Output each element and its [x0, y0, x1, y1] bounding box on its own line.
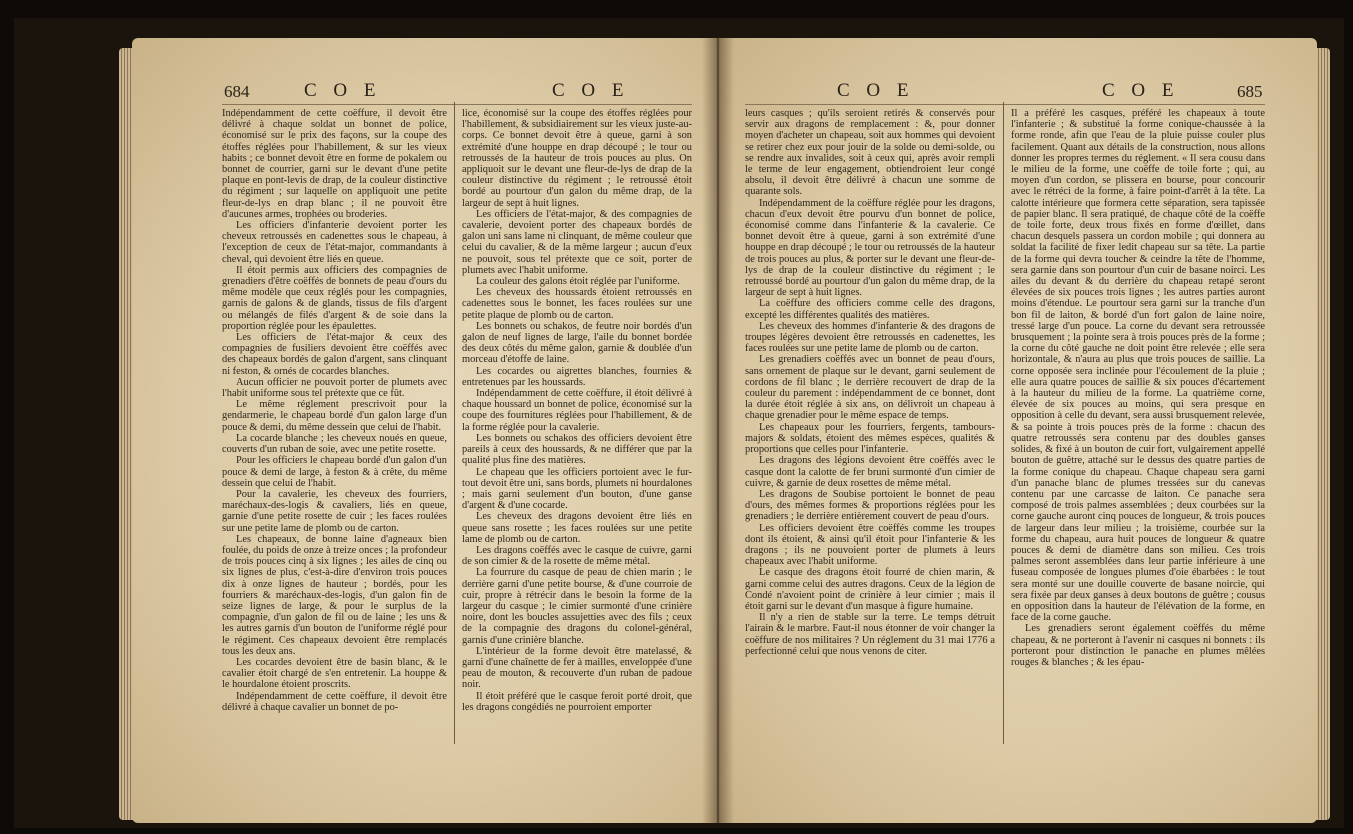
- paragraph: Indépendamment de cette coëffure, il devoit être délivré à chaque cavalier un bonnet de po-: [222, 690, 447, 713]
- paragraph: La fourrure du casque de peau de chien marin ; le derrière garni d'une petite bourse, & d'une courroie de cuir, propre à rétrécir dans le besoin la forme de la largeur du casque ; le cimier surmonté d'une crinière noire, dont les boucles assujetties avec des fils ; ceux de la compagnie des dragons du colonel-général, garnis d'une crinière blanche.: [462, 567, 692, 646]
- paragraph: Les dragons de Soubise portoient le bonnet de peau d'ours, des mêmes formes & proportions réglées pour les grenadiers ; le derrière entièrement couvert de peau d'ours.: [745, 488, 995, 523]
- right-running-head-2: C O E: [1102, 80, 1180, 101]
- right-running-head-1: C O E: [837, 80, 915, 101]
- paragraph: Les chapeaux pour les fourriers, fergents, tambours-majors & soldats, étoient des mêmes espèces, qualités & proportions que celles pour l'infanterie.: [745, 421, 995, 456]
- paragraph: Les bonnets ou schakos des officiers devoient être pareils à ceux des houssards, & ne différer que par la qualité plus fine des matières.: [462, 432, 692, 467]
- paragraph: Le même réglement prescrivoit pour la gendarmerie, le chapeau bordé d'un galon large d'un pouce & demi, du même dessein que celui de l'habit.: [222, 399, 447, 433]
- paragraph: Il a préféré les casques, préféré les chapeaux à toute l'infanterie ; & substitué la forme conique-chaussée à la forme ronde, afin que l'eau de la pluie puisse couler plus facilement. Quant aux détails de la construction, nous allons donner les propres termes du réglement. « Il sera cousu dans le milieu de la forme, une coëffe de toile forte ; qui, au moyen d'un cordon, se plissera en bourse, pour concourir avec le rétréci de la forme, à faire point-d'arrêt à la tête. La calotte intérieure que formera cette séparation, sera tapissée de papier blanc. Il sera pratiqué, de chaque côté de la coëffe de toile forte, deux trous fixés en forme d'œillet, dans chacun desquels passera un cordon mobile ; qui donnera au soldat la facilité de fixer ledit chapeau sur sa tête. La partie de la forme qui devra toucher & ceindre la tête de l'homme, sera garnie dans son pourtour d'un cuir de basane noirci. Les ailes du devant & du derrière du chapeau retapé seront élevées de six pouces trois lignes ; les autres parties auront moins d'étendue. Le pourtour sera garni sur la tranche d'un bon fil de laiton, & bordé d'un fort galon de laine noire, tressé large d'un pouce. La corne du devant sera retroussée brusquement ; la pointe sera à trois pouces près de la forme ; la corne du côté gauche ne doit point être relevée ; elle sera horizontale, & n'aura au plus que trois pouces de saillie. La corne opposée sera inclinée pour l'écoulement de la pluie ; elle aura quatre pouces de saillie & six pouces d'écartement à la hauteur du milieu de la forme. La quatrième corne, élevée de six pouces au moins, qui sera presque en opposition à celle du devant, sera aussi brusquement relevée, & sa pointe à trois pouces près de la forme : chacun des quatre retroussés sera contenu par des doubles ganses solides, & fixé à un bouton de cuir fort, vulgairement appellé bouton de guêtre, attaché sur le dessus des quatre parties de la forme conique du chapeau. Chaque chapeau sera garni d'un panache blanc de plumes tressées sur du canevas contenu par une carcasse de laiton. Ce panache sera composé de trois palmes assemblées ; deux courbées sur la corne gauche auront cinq pouces de longueur, & trois pouces de largeur dans leur milieu ; la troisième, courbée sur la forme du chapeau, aura huit pouces de longueur & quatre pouces & demi de diamètre dans son milieu. Ces trois palmes seront assemblées dans leur partie inférieure à une fuseau composée de longues plumes d'oie ébarbées : le tout sera monté sur une douille couverte de basane noircie, qui sera fixée par deux ganses à deux boutons de guêtre ; cousus en opposition dans la hauteur de l'élévation de la forme, en face de la corne gauche.: [1011, 108, 1265, 624]
- paragraph: Les dragons des légions devoient être coëffés avec le casque dont la calotte de fer bruni surmonté d'un cimier de cuivre, & garnie de deux rosettes de même métal.: [745, 455, 995, 489]
- paragraph: La coëffure des officiers comme celle des dragons, excepté les différentes qualités des matières.: [745, 298, 995, 321]
- paragraph: Les cocardes ou aigrettes blanches, fournies & entretenues par les houssards.: [462, 365, 692, 388]
- paragraph: Les dragons coëffés avec le casque de cuivre, garni de son cimier & de la rosette de même métal.: [462, 544, 692, 568]
- paragraph: Indépendamment de cette coëffure, il étoit délivré à chaque houssard un bonnet de police, économisé sur la coupe des fournitures réglées pour l'habillement, & de la forme réglée pour la cavalerie.: [462, 388, 692, 433]
- paragraph: Le casque des dragons étoit fourré de chien marin, & garni comme celui des autres dragons. Ceux de la légion de Condé n'avoient point de crinière à leur cimier ; mais il étoit garni sur le devant d'un masque à figure humaine.: [745, 567, 995, 612]
- paragraph: Les cocardes devoient être de basin blanc, & le cavalier étoit chargé de s'en entretenir. La houppe & le hourdalone étoient proscrits.: [222, 656, 447, 691]
- paragraph: Pour les officiers le chapeau bordé d'un galon d'un pouce & demi de large, à feston & à crête, du même dessein que celui de l'habit.: [222, 455, 447, 489]
- paragraph: Le chapeau que les officiers portoient avec le fur-tout devoit être uni, sans bords, plumets ni hourdalones ; mais garni seulement d'un bouton, d'une ganse d'argent & d'une cocarde.: [462, 466, 692, 512]
- paragraph: Pour la cavalerie, les cheveux des fourriers, maréchaux-des-logis & cavaliers, liés en queue, garnie d'une petite rosette de cuir ; les faces roulées sur une petite lame de plomb ou de carton.: [222, 488, 447, 534]
- paragraph: Indépendamment de cette coëffure, il devoit être délivré à chaque soldat un bonnet de police, économisé sur le prix des façons, sur la coupe des étoffes réglées pour l'habillement, & sur les vieux habits ; ce bonnet devoit être en forme de pokalem ou bonnet de courrier, garni sur le devant d'une petite plaque en pont-levis de drap, de la couleur distinctive du régiment ; sur laquelle on appliquoit une petite fleur-de-lys en drap blanc ; il ne pouvoit être d'aucunes armes, trophées ou broderies.: [222, 108, 447, 220]
- paragraph: La cocarde blanche ; les cheveux noués en queue, couverts d'un ruban de soie, avec une petite rosette.: [222, 432, 447, 456]
- left-column-2: [462, 108, 692, 808]
- paragraph: L'intérieur de la forme devoit être matelassé, & garni d'une chaînette de fer à mailles, enveloppée d'une peau de mouton, & recouverte d'un ruban de padoue noir.: [462, 645, 692, 691]
- book-gutter: [702, 38, 734, 823]
- paragraph: Les chapeaux, de bonne laine d'agneaux bien foulée, du poids de onze à treize onces ; la profondeur de trois pouces cinq à six lignes ; les ailes de cinq ou six lignes de plus, c'est-à-dire d'environ trois pouces dix à onze lignes de hauteur ; bordés, pour les fourriers & maréchaux-des-logis, d'un galon fin de seize lignes de large, & pour le surplus de la compagnie, d'un galon de fil ou de laine ; les uns & les autres garnis d'un bouton de l'uniforme réglé pour le régiment. Ces chapeaux devoient être remplacés tous les deux ans.: [222, 533, 447, 657]
- left-page-number: 684: [224, 82, 250, 101]
- paragraph: Les grenadiers coëffés avec un bonnet de peau d'ours, sans ornement de plaque sur le devant, garni seulement de cordons de fil blanc ; le derrière recouvert de drap de la couleur du parement : indépendamment de ce bonnet, dont la durée étoit réglée à six ans, on délivroit un chapeau à chaque grenadier pour le même espace de temps.: [745, 354, 995, 422]
- right-page-number: 685: [1237, 82, 1263, 101]
- paragraph: Il étoit permis aux officiers des compagnies de grenadiers d'être coëffés de bonnets de peau d'ours du même modèle que ceux réglés pour les compagnies, garnis de galons & de glands, tissus de fils d'argent ou mélangés de filés d'argent & de soie dans la proportion réglée pour les épaulettes.: [222, 264, 447, 332]
- left-head-rule: [222, 104, 692, 105]
- paragraph: Les officiers de l'état-major, & des compagnies de cavalerie, devoient porter des chapeaux bordés de galon uni sans lame ni clinquant, de même couleur que celui du cavalier, & de la même largeur ; aucun d'eux ne pouvoit, sous tel prétexte que ce soit, porter de plumets avec l'habit uniforme.: [462, 208, 692, 276]
- left-page: [132, 38, 717, 823]
- left-column-rule: [454, 102, 455, 744]
- paragraph: Les cheveux des houssards étoient retroussés en cadenettes sous le bonnet, les faces roulées sur une petite plaque de plomb ou de carton.: [462, 287, 692, 321]
- paragraph: leurs casques ; qu'ils seroient retirés & conservés pour servir aux dragons de remplacement : &, pour donner moyen d'acheter un chapeau, soit aux hommes qui devoient se retirer chez eux pour jouir de la solde ou demi-solde, ou se rendre aux invalides, soit à ceux qui, après avoir rempli le terme de leur engagement, obtiendroient leur congé absolu, il devoit être délivré à chacun une somme de quarante sols.: [745, 108, 995, 198]
- right-page: [717, 38, 1317, 823]
- paragraph: Les officiers devoient être coëffés comme les troupes dont ils étoient, & ainsi qu'il étoit pour l'infanterie & les dragons ; ils ne pouvoient porter de plumets à leurs chapeaux avec l'habit uniforme.: [745, 522, 995, 568]
- left-column-1: [222, 108, 447, 808]
- paragraph: Indépendamment de la coëffure réglée pour les dragons, chacun d'eux devoit être pourvu d'un bonnet de police, économisé comme dans l'infanterie & la cavalerie. Ce bonnet devoit être à queue, garni à son extrémité d'une houppe en drap découpé ; le tour ou retroussés de la hauteur de trois pouces au plus, & porter sur le devant une fleur-de-lys de drap de la couleur distinctive du régiment ; le retroussé bordé au pourtour d'un galon du même drap, de la largeur de sept à huit lignes.: [745, 197, 995, 299]
- paragraph: lice, économisé sur la coupe des étoffes réglées pour l'habillement, & subsidiairement sur les vieux juste-au-corps. Ce bonnet devoit être à queue, garni à son extrémité d'une houppe en drap découpé ; le tour ou retroussés de la hauteur de trois pouces au plus. On appliquoit sur le devant une fleur-de-lys de drap de la couleur distinctive du régiment ; le retroussé étoit bordé au pourtour d'un galon du même drap, de la largeur de sept à huit lignes.: [462, 108, 692, 209]
- right-head-rule: [745, 104, 1265, 105]
- left-running-head-1: C O E: [304, 80, 382, 101]
- paragraph: Les officiers d'infanterie devoient porter les cheveux retroussés en cadenettes sous le chapeau, à l'exception de ceux de l'état-major, commandants à cheval, qui devoient être liés en queue.: [222, 220, 447, 265]
- left-running-head-2: C O E: [552, 80, 630, 101]
- right-column-1: [745, 108, 995, 808]
- paragraph: Les bonnets ou schakos, de feutre noir bordés d'un galon de neuf lignes de large, l'aile du bonnet bordée des deux côtés du même galon, garnie & doublée d'un morceau d'étoffe de laine.: [462, 320, 692, 366]
- paragraph: Les cheveux des dragons devoient être liés en queue sans rosette ; les faces roulées sur une petite lame de plomb ou de carton.: [462, 511, 692, 545]
- book-spread: [14, 18, 1344, 828]
- paragraph: Les grenadiers seront également coëffés du même chapeau, & ne porteront à l'avenir ni casques ni bonnets : ils porteront pour distinction le panache en plumes mêlées rouges & blanches ; & les épau-: [1011, 623, 1265, 668]
- paragraph: Il étoit préféré que le casque feroit porté droit, que les dragons congédiés ne pourroient emporter: [462, 690, 692, 713]
- paragraph: Aucun officier ne pouvoit porter de plumets avec l'habit uniforme sous tel prétexte que ce fût.: [222, 376, 447, 400]
- right-column-2: [1011, 108, 1265, 808]
- right-page-edges: [1316, 48, 1330, 820]
- right-column-rule: [1003, 102, 1004, 744]
- paragraph: Il n'y a rien de stable sur la terre. Le temps détruit l'airain & le marbre. Faut-il nous étonner de voir changer la coëffure de nos militaires ? Un réglement du 31 mai 1776 a perfectionné celui que nous venons de citer.: [745, 612, 995, 657]
- paragraph: Les officiers de l'état-major & ceux des compagnies de fusiliers devoient être coëffés avec des chapeaux bordés de galon d'argent, sans clinquant ni feston, & ornés de cocardes blanches.: [222, 332, 447, 377]
- paragraph: Les cheveux des hommes d'infanterie & des dragons de troupes légères devoient être retroussés en cadenettes, les faces roulées sur une petite lame de plomb ou de carton.: [745, 320, 995, 355]
- paragraph: La couleur des galons étoit réglée par l'uniforme.: [476, 276, 680, 288]
